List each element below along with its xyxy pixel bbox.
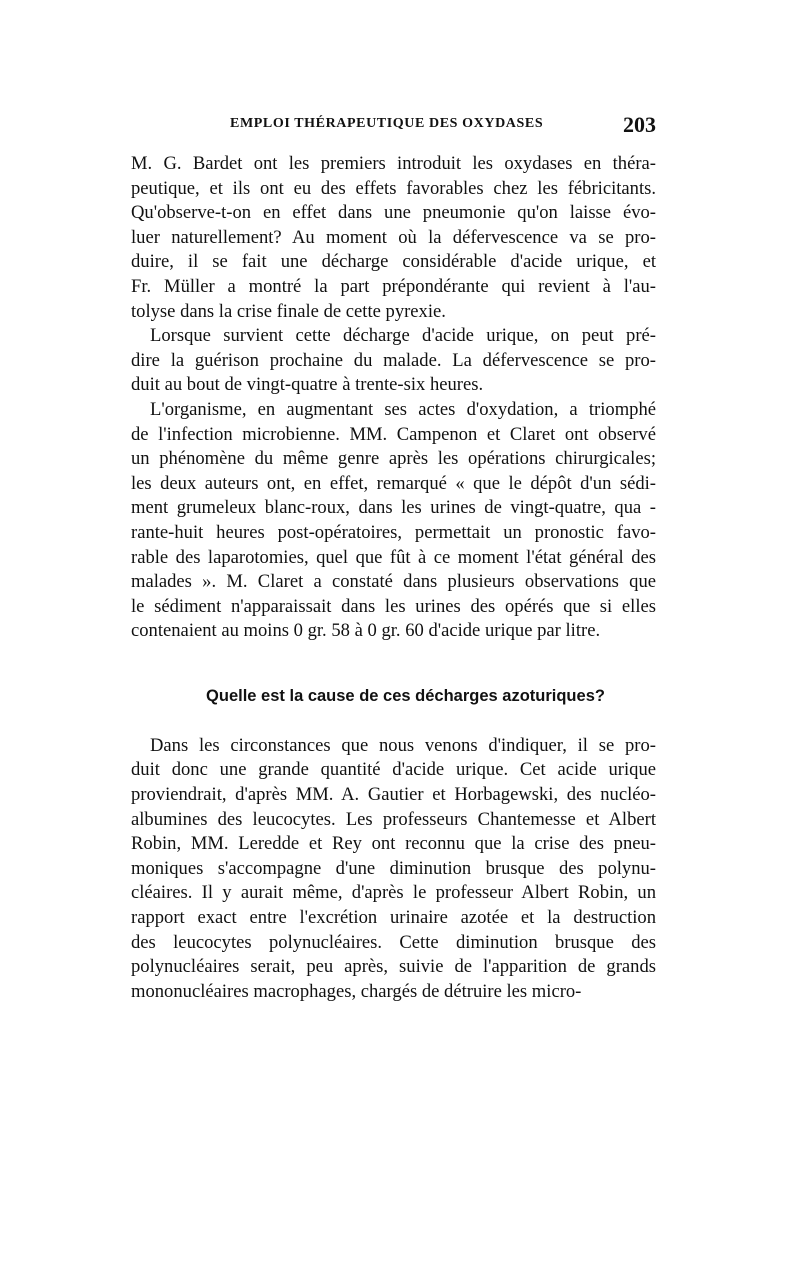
text-line: Dans les circonstances que nous venons d'indiquer, il se pro- (150, 734, 656, 756)
paragraph (131, 324, 656, 398)
text-line: luer naturellement? Au moment où la défervescence va se pro- (131, 226, 656, 248)
section-heading: Quelle est la cause de ces décharges azoturiques? (206, 686, 605, 705)
body-text-after-heading (131, 734, 656, 1005)
running-head (131, 112, 656, 138)
text-line: duit au bout de vingt-quatre à trente-six heures. (131, 374, 484, 396)
text-line: duit donc une grande quantité d'acide urique. Cet acide urique (131, 759, 656, 781)
text-line: Fr. Müller a montré la part prépondérante qui revient à l'au- (131, 275, 656, 297)
text-line: malades ». M. Claret a constaté dans plusieurs observations que (131, 571, 656, 593)
text-line: rable des laparotomies, quel que fût à ce moment l'état général des (131, 546, 656, 568)
text-line: dire la guérison prochaine du malade. La défervescence se pro- (131, 349, 656, 371)
text-line: contenaient au moins 0 gr. 58 à 0 gr. 60 d'acide urique par litre. (131, 620, 601, 642)
text-line: proviendrait, d'après MM. A. Gautier et Horbagewski, des nucléo- (131, 784, 656, 806)
paragraph (131, 398, 656, 644)
text-line: ment grumeleux blanc-roux, dans les urines de vingt-quatre, qua - (131, 497, 656, 519)
text-line: tolyse dans la crise finale de cette pyrexie. (131, 300, 446, 322)
text-line: un phénomène du même genre après les opérations chirurgicales; (131, 448, 656, 470)
text-line: L'organisme, en augmentant ses actes d'oxydation, a triomphé (150, 398, 656, 420)
text-line: albumines des leucocytes. Les professeurs Chantemesse et Albert (131, 808, 656, 830)
paragraph (131, 734, 656, 1005)
text-line: Robin, MM. Leredde et Rey ont reconnu que la crise des pneu- (131, 833, 656, 855)
text-line: cléaires. Il y aurait même, d'après le professeur Albert Robin, un (131, 882, 656, 904)
text-line: polynucléaires serait, peu après, suivie de l'apparition de grands (131, 956, 656, 978)
running-title: EMPLOI THÉRAPEUTIQUE DES OXYDASES (230, 116, 544, 131)
text-line: rante-huit heures post-opératoires, permettait un pronostic favo- (131, 521, 656, 543)
text-line: des leucocytes polynucléaires. Cette diminution brusque des (131, 931, 656, 953)
text-line: peutique, et ils ont eu des effets favorables chez les fébricitants. (131, 177, 656, 199)
text-line: duire, il se fait une décharge considérable d'acide urique, et (131, 251, 656, 273)
text-line: rapport exact entre l'excrétion urinaire azotée et la destruction (131, 907, 656, 929)
text-line: moniques s'accompagne d'une diminution brusque des polynu- (131, 857, 656, 879)
text-line: les deux auteurs ont, en effet, remarqué « que le dépôt d'un sédi- (131, 472, 656, 494)
text-line: de l'infection microbienne. MM. Campenon et Claret ont observé (131, 423, 656, 445)
text-line: M. G. Bardet ont les premiers introduit les oxydases en théra- (131, 153, 656, 174)
paragraph (131, 152, 656, 324)
text-line: Lorsque survient cette décharge d'acide urique, on peut pré- (150, 325, 656, 347)
book-page (131, 112, 656, 1004)
text-line: mononucléaires macrophages, chargés de détruire les micro- (131, 980, 582, 1002)
text-line: Qu'observe-t-on en effet dans une pneumonie qu'on laisse évo- (131, 202, 656, 224)
page-number: 203 (623, 112, 656, 137)
body-text-before-heading (131, 152, 656, 644)
text-line: le sédiment n'apparaissait dans les urines des opérés que si elles (131, 595, 656, 617)
